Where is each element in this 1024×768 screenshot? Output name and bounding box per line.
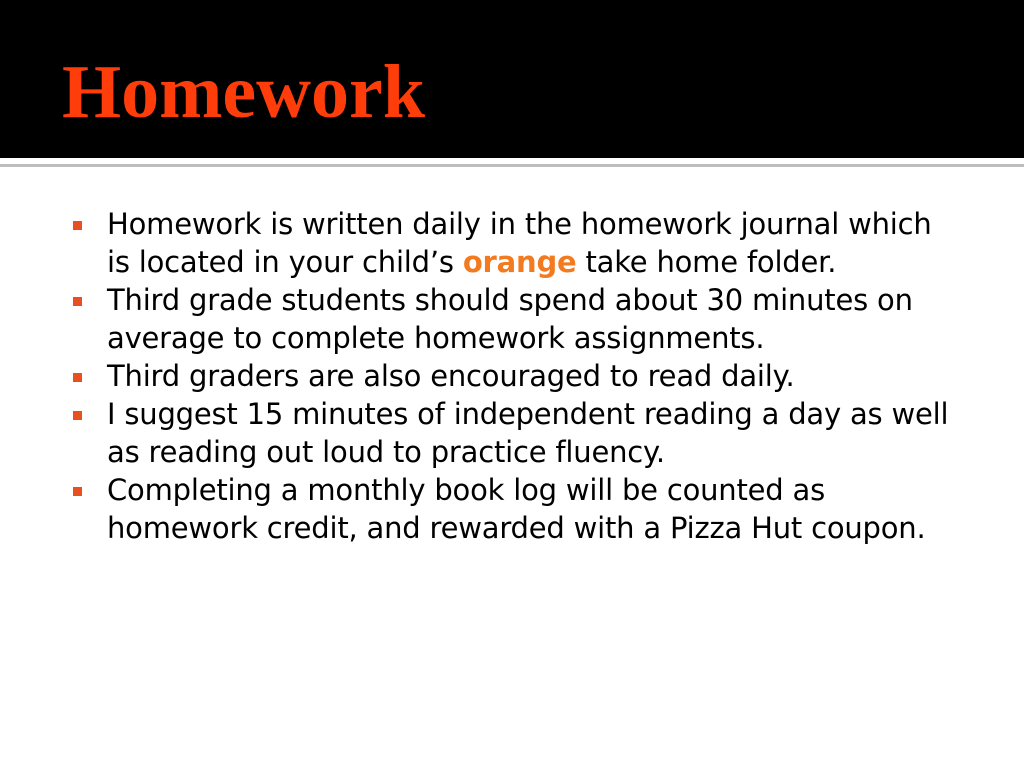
bullet-text-after: take home folder. [576,245,837,279]
bullet-text: I suggest 15 minutes of independent reading a day as well as reading out loud to practice fluency. [107,397,949,469]
bullet-item [72,471,962,547]
bullet-list [72,205,962,547]
title-separator-line [0,164,1024,167]
bullet-text: Third grade students should spend about 30 minutes on average to complete homework assignments. [107,283,913,355]
bullet-text: Third graders are also encouraged to read daily. [107,359,795,393]
square-bullet-icon [73,411,82,420]
slide-title: Homework [62,50,426,134]
square-bullet-icon [73,297,82,306]
title-band [0,0,1024,158]
bullet-item [72,205,962,281]
bullet-item [72,395,962,471]
square-bullet-icon [73,487,82,496]
bullet-text-before: Homework is written daily in the homework journal which is located in your child’s [107,207,932,279]
orange-accent-word: orange [462,245,577,279]
square-bullet-icon [73,221,82,230]
square-bullet-icon [73,373,82,382]
bullet-item [72,357,962,395]
bullet-text: Completing a monthly book log will be counted as homework credit, and rewarded with a Pizza Hut coupon. [107,473,926,545]
bullet-item [72,281,962,357]
